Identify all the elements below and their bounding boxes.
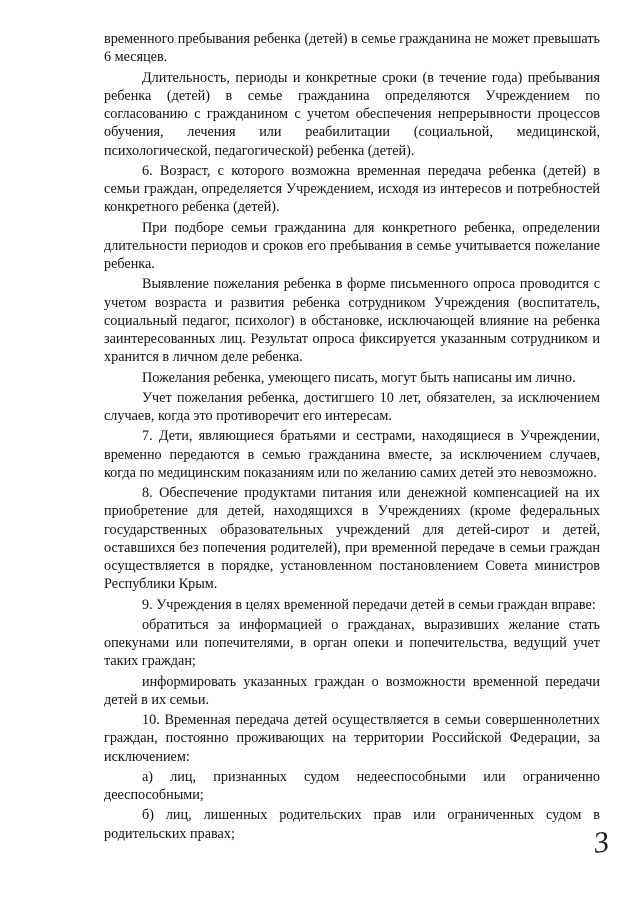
paragraph-duration: Длительность, периоды и конкретные сроки (в течение года) пребывания ребенка (детей) в семье гражданина определяются Учреждением по согласованию с гражданином с учетом обеспечения непрерывности процессов обучения, лечения или реабилитации (социальной, медицинской, психологической, педагогической) ребенка (детей).	[104, 69, 600, 159]
paragraph-item-6: 6. Возраст, с которого возможна временная передача ребенка (детей) в семьи граждан, определяется Учреждением, исходя из интересов и потребностей конкретного ребенка (детей).	[104, 162, 600, 216]
paragraph-age-10: Учет пожелания ребенка, достигшего 10 лет, обязателен, за исключением случаев, когда это противоречит его интересам.	[104, 389, 600, 424]
paragraph-item-9: 9. Учреждения в целях временной передачи детей в семьи граждан вправе:	[142, 596, 596, 613]
document-body	[104, 30, 600, 845]
paragraph-item-9-inform: информировать указанных граждан о возможности временной передачи детей в их семьи.	[104, 673, 600, 708]
paragraph-item-9-request: обратиться за информацией о гражданах, выразивших желание стать опекунами или попечителями, в орган опеки и попечительства, ведущий учет таких граждан;	[104, 616, 600, 670]
paragraph-item-10-a: а) лиц, признанных судом недееспособными или ограниченно дееспособными;	[104, 768, 600, 803]
paragraph-survey: Выявление пожелания ребенка в форме письменного опроса проводится с учетом возраста и развития ребенка сотрудником Учреждения (воспитатель, социальный педагог, психолог) в обстановке, исключающей влияние на ребенка заинтересованных лиц. Результат опроса фиксируется указанным сотрудником и хранится в личном деле ребенка.	[104, 276, 600, 366]
paragraph-item-10: 10. Временная передача детей осуществляется в семьи совершеннолетних граждан, постоянно проживающих на территории Российской Федерации, за исключением:	[104, 712, 600, 765]
paragraph-child-wishes: При подборе семьи гражданина для конкретного ребенка, определении длительности периодов и сроков его пребывания в семье учитывается пожелание ребенка.	[104, 219, 600, 272]
paragraph-written-wishes: Пожелания ребенка, умеющего писать, могут быть написаны им лично.	[142, 369, 576, 386]
paragraph-continuation: временного пребывания ребенка (детей) в семье гражданина не может превышать 6 месяцев.	[104, 31, 600, 66]
paragraph-item-7: 7. Дети, являющиеся братьями и сестрами, находящиеся в Учреждении, временно передаются в семью гражданина вместе, за исключением случаев, когда по медицинским показаниям или по желанию самих детей это невозможно.	[104, 428, 600, 481]
page-number: 3	[591, 825, 612, 860]
paragraph-item-10-b: б) лиц, лишенных родительских прав или ограниченных судом в родительских правах;	[104, 807, 600, 842]
paragraph-item-8: 8. Обеспечение продуктами питания или денежной компенсацией на их приобретение для детей, находящихся в Учреждениях (кроме федеральных государственных образовательных учреждений для детей-сирот и детей, оставшихся без попечения родителей), при временной передаче в семьи граждан осуществляется в порядке, установленном постановлением Совета министров Республики Крым.	[104, 485, 600, 593]
